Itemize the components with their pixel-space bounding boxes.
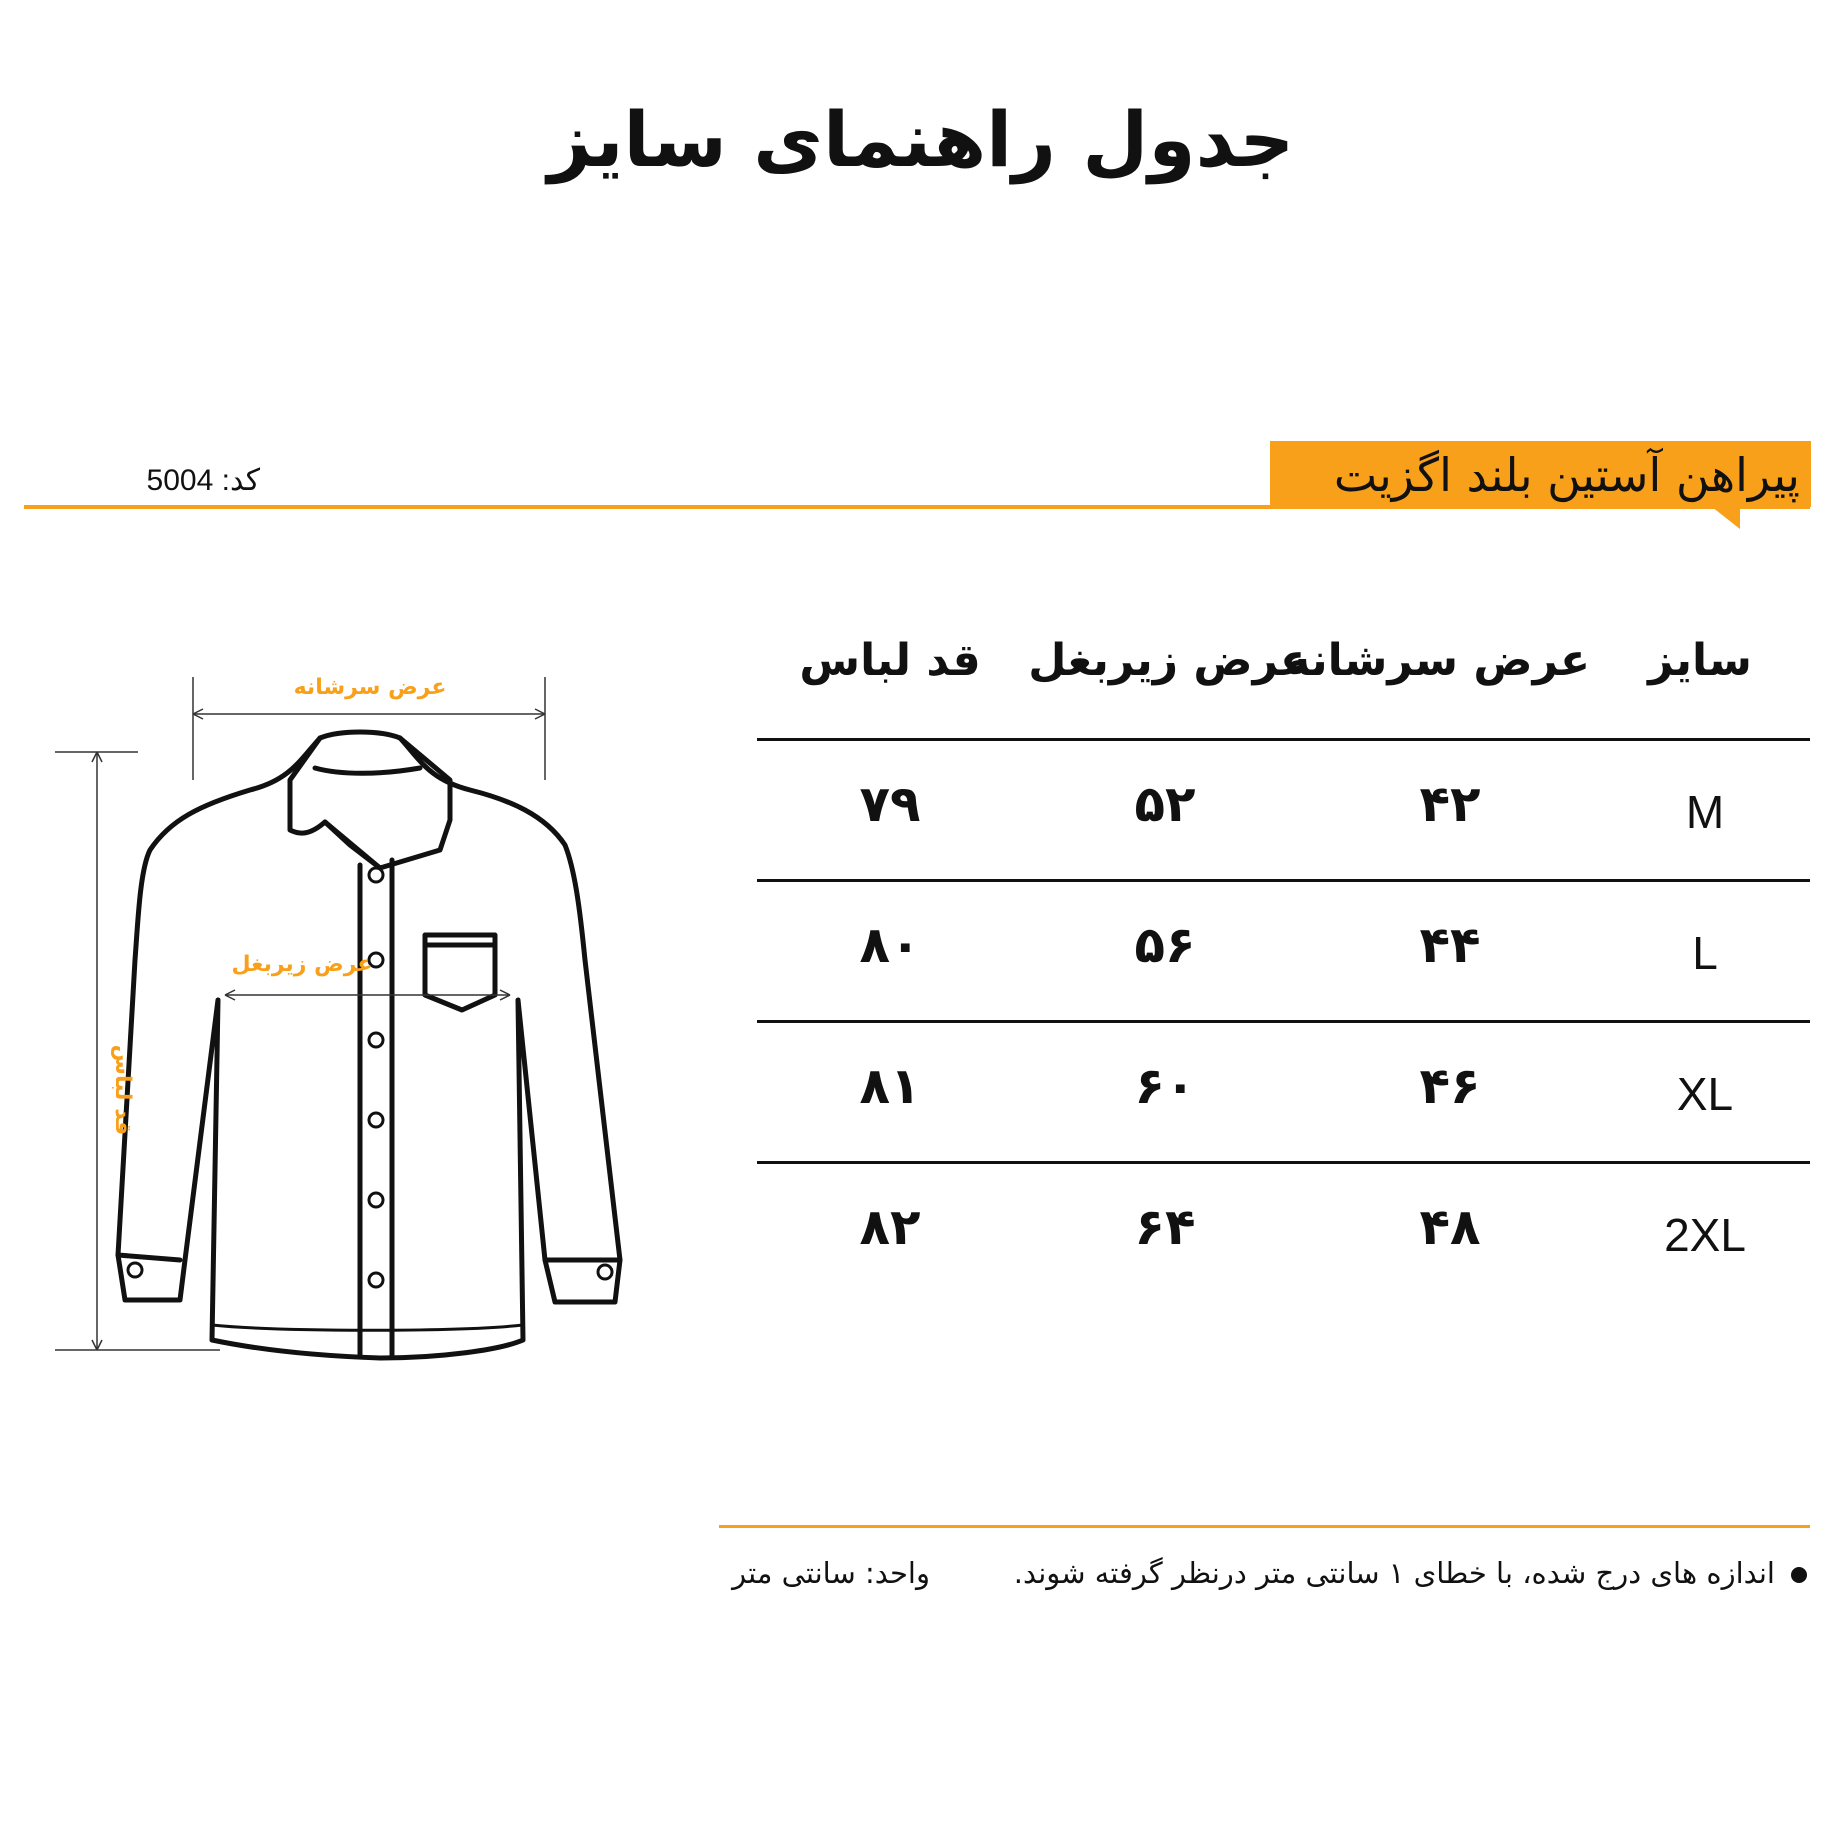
table-row-divider [757,879,1810,882]
cell-chest: ۶۴ [1134,1198,1196,1256]
page-title: جدول راهنمای سایز [547,95,1295,184]
footer-divider [719,1525,1810,1528]
header-size: سایز [1648,635,1752,686]
product-name: پیراهن آستین بلند اگزیت [1333,448,1800,502]
tolerance-note: اندازه های درج شده، با خطای ۱ سانتی متر درنظر گرفته شوند. [1013,1556,1775,1590]
shirt-button [369,1273,383,1287]
cell-chest: ۵۲ [1134,775,1196,833]
bullet-icon [1791,1567,1807,1583]
cuff-button [128,1263,142,1277]
header-shoulder: عرض سرشانه [1284,635,1590,686]
cell-shoulder: ۴۲ [1419,775,1481,833]
cell-size: L [1692,927,1718,979]
cell-length: ۷۹ [859,775,921,833]
cell-chest: ۵۶ [1134,916,1196,974]
cell-length: ۸۰ [859,916,921,974]
cell-shoulder: ۴۸ [1419,1198,1481,1256]
shirt-collar [290,738,450,868]
header-length: قد لباس [799,635,981,686]
chest-label: عرض زیربغل [231,952,373,977]
cell-size: 2XL [1664,1209,1746,1261]
product-code: کد: 5004 [146,464,260,497]
cell-length: ۸۱ [859,1057,921,1115]
table-row-divider [757,1161,1810,1164]
header-chest: عرض زیربغل [1028,635,1310,686]
shoulder-label: عرض سرشانه [293,675,447,700]
cell-chest: ۶۰ [1134,1057,1196,1115]
product-banner-tab [1712,507,1740,529]
cell-size: M [1685,786,1725,838]
cell-shoulder: ۴۴ [1419,916,1481,974]
shirt-button [369,1113,383,1127]
shirt-button [369,1193,383,1207]
cell-length: ۸۲ [859,1198,921,1256]
shirt-button [369,1033,383,1047]
unit-note: واحد: سانتی متر [732,1556,930,1590]
table-row-divider [757,738,1810,741]
shirt-outline [118,732,620,1358]
cuff-button [598,1265,612,1279]
cell-size: XL [1676,1068,1734,1120]
shirt-button [369,868,383,882]
table-row-divider [757,1020,1810,1023]
length-label: قد لباس [110,1044,135,1136]
shirt-diagram [0,0,660,1400]
cell-shoulder: ۴۶ [1419,1057,1481,1115]
